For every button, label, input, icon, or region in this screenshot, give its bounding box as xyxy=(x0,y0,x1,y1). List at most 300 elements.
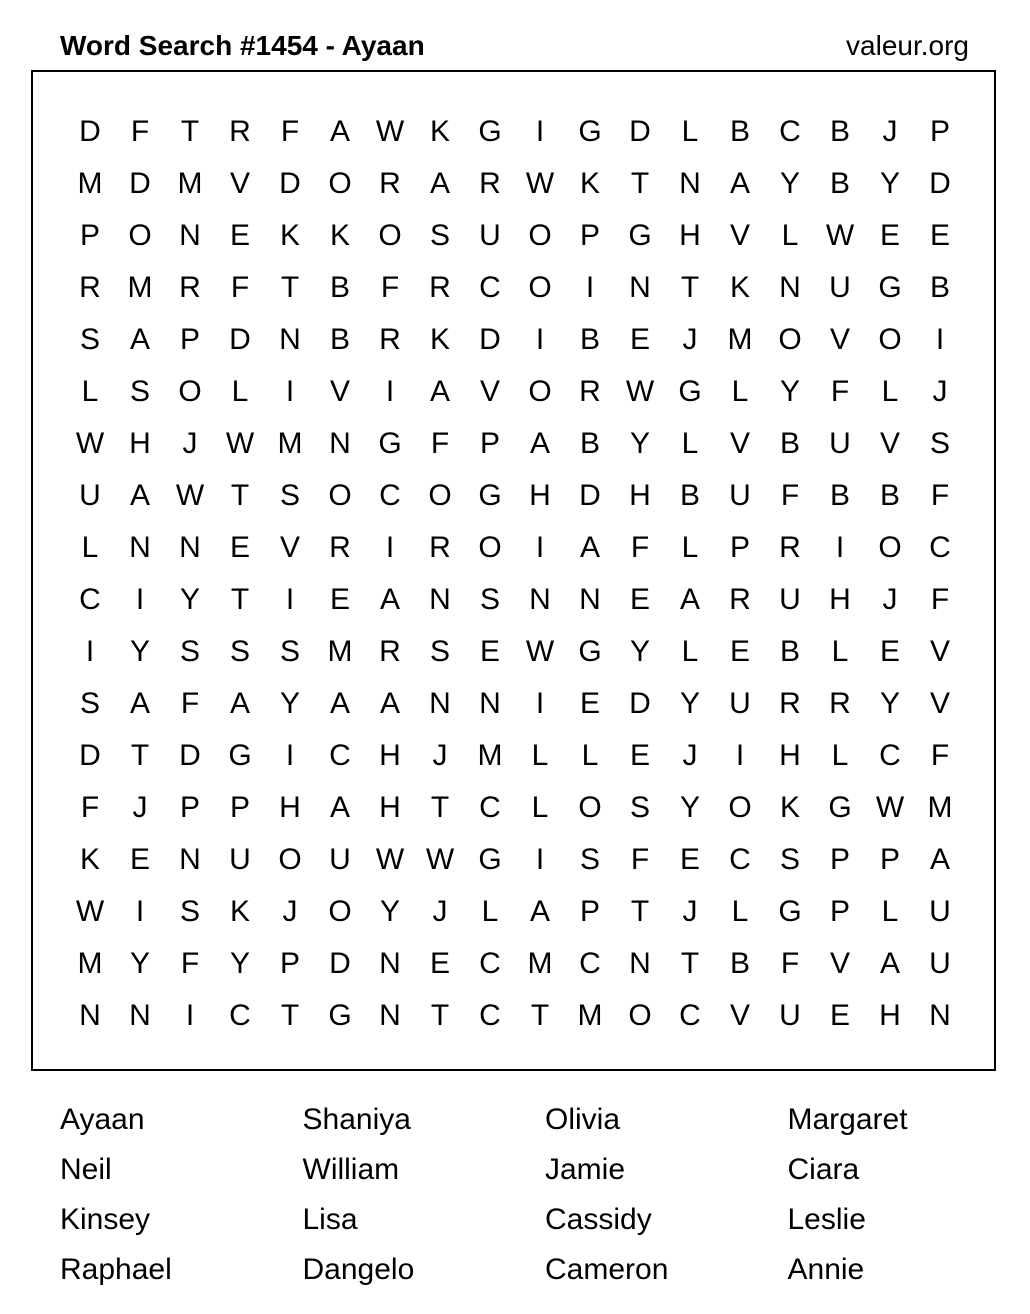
grid-letter[interactable]: G xyxy=(878,271,902,304)
grid-letter[interactable]: H xyxy=(529,479,551,512)
grid-letter[interactable]: A xyxy=(879,947,900,980)
grid-letter[interactable]: B xyxy=(779,427,800,460)
grid-letter[interactable]: I xyxy=(285,739,295,772)
grid-letter[interactable]: V xyxy=(929,635,950,668)
grid-letter[interactable]: F xyxy=(630,843,650,876)
grid-letter[interactable]: L xyxy=(681,635,699,668)
grid-letter[interactable]: R xyxy=(79,271,101,304)
grid-letter[interactable]: O xyxy=(328,479,352,512)
grid-letter[interactable]: D xyxy=(579,479,601,512)
grid-letter[interactable]: P xyxy=(179,791,200,824)
grid-letter[interactable]: I xyxy=(535,115,545,148)
grid-letter[interactable]: E xyxy=(929,219,950,252)
grid-letter[interactable]: R xyxy=(779,687,801,720)
grid-letter[interactable]: W xyxy=(175,479,205,512)
grid-letter[interactable]: P xyxy=(229,791,250,824)
grid-letter[interactable]: C xyxy=(579,947,601,980)
grid-letter[interactable]: S xyxy=(929,427,950,460)
grid-letter[interactable]: T xyxy=(530,999,550,1032)
grid-letter[interactable]: P xyxy=(279,947,300,980)
grid-letter[interactable]: I xyxy=(535,323,545,356)
grid-letter[interactable]: O xyxy=(728,791,752,824)
grid-letter[interactable]: J xyxy=(432,739,448,772)
grid-letter[interactable]: U xyxy=(929,895,951,928)
grid-letter[interactable]: D xyxy=(479,323,501,356)
grid-letter[interactable]: O xyxy=(478,531,502,564)
grid-letter[interactable]: S xyxy=(279,479,300,512)
grid-letter[interactable]: I xyxy=(135,583,145,616)
grid-letter[interactable]: G xyxy=(228,739,252,772)
grid-letter[interactable]: B xyxy=(829,479,850,512)
grid-letter[interactable]: D xyxy=(629,687,651,720)
grid-letter[interactable]: B xyxy=(779,635,800,668)
grid-letter[interactable]: O xyxy=(878,323,902,356)
grid-letter[interactable]: F xyxy=(630,531,650,564)
grid-letter[interactable]: G xyxy=(828,791,852,824)
grid-letter[interactable]: H xyxy=(629,479,651,512)
grid-letter[interactable]: N xyxy=(629,947,651,980)
grid-letter[interactable]: Y xyxy=(779,167,800,200)
grid-letter[interactable]: G xyxy=(478,843,502,876)
grid-letter[interactable]: S xyxy=(229,635,250,668)
grid-letter[interactable]: P xyxy=(579,219,600,252)
grid-letter[interactable]: N xyxy=(179,843,201,876)
grid-letter[interactable]: D xyxy=(229,323,251,356)
grid-letter[interactable]: D xyxy=(629,115,651,148)
grid-letter[interactable]: O xyxy=(528,271,552,304)
grid-letter[interactable]: W xyxy=(525,167,555,200)
grid-letter[interactable]: F xyxy=(930,739,950,772)
grid-letter[interactable]: C xyxy=(729,843,751,876)
grid-letter[interactable]: A xyxy=(429,375,450,408)
grid-letter[interactable]: T xyxy=(680,947,700,980)
grid-letter[interactable]: S xyxy=(429,219,450,252)
grid-letter[interactable]: U xyxy=(779,583,801,616)
grid-letter[interactable]: I xyxy=(535,531,545,564)
grid-letter[interactable]: J xyxy=(132,791,148,824)
grid-letter[interactable]: A xyxy=(379,687,400,720)
grid-letter[interactable]: H xyxy=(279,791,301,824)
grid-letter[interactable]: L xyxy=(581,739,599,772)
grid-letter[interactable]: W xyxy=(375,115,405,148)
grid-letter[interactable]: I xyxy=(385,375,395,408)
grid-letter[interactable]: U xyxy=(729,687,751,720)
grid-letter[interactable]: H xyxy=(129,427,151,460)
grid-letter[interactable]: P xyxy=(829,895,850,928)
grid-letter[interactable]: O xyxy=(628,999,652,1032)
grid-letter[interactable]: P xyxy=(879,843,900,876)
grid-letter[interactable]: M xyxy=(77,167,103,200)
grid-letter[interactable]: C xyxy=(679,999,701,1032)
grid-letter[interactable]: B xyxy=(929,271,950,304)
grid-letter[interactable]: R xyxy=(729,583,751,616)
grid-letter[interactable]: S xyxy=(129,375,150,408)
grid-letter[interactable]: Y xyxy=(679,687,700,720)
grid-letter[interactable]: T xyxy=(180,115,200,148)
grid-letter[interactable]: E xyxy=(329,583,350,616)
grid-letter[interactable]: I xyxy=(85,635,95,668)
grid-letter[interactable]: R xyxy=(329,531,351,564)
grid-letter[interactable]: K xyxy=(329,219,350,252)
grid-letter[interactable]: K xyxy=(279,219,300,252)
grid-letter[interactable]: L xyxy=(681,427,699,460)
grid-letter[interactable]: J xyxy=(282,895,298,928)
grid-letter[interactable]: F xyxy=(230,271,250,304)
grid-letter[interactable]: A xyxy=(329,687,350,720)
grid-letter[interactable]: M xyxy=(277,427,303,460)
grid-letter[interactable]: F xyxy=(780,947,800,980)
grid-letter[interactable]: K xyxy=(729,271,750,304)
grid-letter[interactable]: Y xyxy=(129,947,150,980)
grid-letter[interactable]: D xyxy=(129,167,151,200)
grid-letter[interactable]: A xyxy=(929,843,950,876)
grid-letter[interactable]: O xyxy=(578,791,602,824)
grid-letter[interactable]: A xyxy=(229,687,250,720)
grid-letter[interactable]: W xyxy=(525,635,555,668)
grid-letter[interactable]: R xyxy=(579,375,601,408)
grid-letter[interactable]: G xyxy=(628,219,652,252)
grid-letter[interactable]: Y xyxy=(229,947,250,980)
grid-letter[interactable]: N xyxy=(129,531,151,564)
grid-letter[interactable]: O xyxy=(778,323,802,356)
grid-letter[interactable]: T xyxy=(430,791,450,824)
grid-letter[interactable]: D xyxy=(929,167,951,200)
grid-letter[interactable]: E xyxy=(479,635,500,668)
grid-letter[interactable]: O xyxy=(428,479,452,512)
grid-letter[interactable]: U xyxy=(829,271,851,304)
grid-letter[interactable]: O xyxy=(278,843,302,876)
grid-letter[interactable]: M xyxy=(77,947,103,980)
grid-letter[interactable]: N xyxy=(79,999,101,1032)
grid-letter[interactable]: N xyxy=(779,271,801,304)
grid-letter[interactable]: L xyxy=(231,375,249,408)
grid-letter[interactable]: O xyxy=(328,167,352,200)
grid-letter[interactable]: F xyxy=(380,271,400,304)
grid-letter[interactable]: M xyxy=(127,271,153,304)
grid-letter[interactable]: W xyxy=(225,427,255,460)
grid-letter[interactable]: A xyxy=(129,687,150,720)
grid-letter[interactable]: P xyxy=(579,895,600,928)
grid-letter[interactable]: Y xyxy=(879,687,900,720)
grid-letter[interactable]: L xyxy=(831,635,849,668)
grid-letter[interactable]: R xyxy=(479,167,501,200)
grid-letter[interactable]: N xyxy=(429,583,451,616)
grid-letter[interactable]: K xyxy=(229,895,250,928)
grid-letter[interactable]: D xyxy=(279,167,301,200)
grid-letter[interactable]: M xyxy=(527,947,553,980)
grid-letter[interactable]: L xyxy=(531,791,549,824)
grid-letter[interactable]: C xyxy=(329,739,351,772)
grid-letter[interactable]: L xyxy=(681,115,699,148)
grid-letter[interactable]: L xyxy=(881,375,899,408)
grid-letter[interactable]: I xyxy=(135,895,145,928)
grid-letter[interactable]: R xyxy=(379,323,401,356)
grid-letter[interactable]: I xyxy=(385,531,395,564)
grid-letter[interactable]: S xyxy=(779,843,800,876)
grid-letter[interactable]: H xyxy=(379,791,401,824)
grid-letter[interactable]: N xyxy=(679,167,701,200)
grid-letter[interactable]: K xyxy=(429,323,450,356)
grid-letter[interactable]: E xyxy=(629,323,650,356)
grid-letter[interactable]: A xyxy=(579,531,600,564)
grid-letter[interactable]: G xyxy=(778,895,802,928)
grid-letter[interactable]: M xyxy=(727,323,753,356)
grid-letter[interactable]: D xyxy=(79,739,101,772)
grid-letter[interactable]: Y xyxy=(129,635,150,668)
grid-letter[interactable]: T xyxy=(430,999,450,1032)
grid-letter[interactable]: J xyxy=(682,895,698,928)
grid-letter[interactable]: E xyxy=(579,687,600,720)
grid-letter[interactable]: E xyxy=(229,531,250,564)
grid-letter[interactable]: Y xyxy=(629,427,650,460)
grid-letter[interactable]: V xyxy=(229,167,250,200)
grid-letter[interactable]: N xyxy=(279,323,301,356)
grid-letter[interactable]: A xyxy=(679,583,700,616)
grid-letter[interactable]: A xyxy=(129,323,150,356)
grid-letter[interactable]: V xyxy=(829,947,850,980)
grid-letter[interactable]: B xyxy=(329,323,350,356)
grid-letter[interactable]: T xyxy=(630,895,650,928)
grid-letter[interactable]: U xyxy=(829,427,851,460)
grid-letter[interactable]: T xyxy=(130,739,150,772)
grid-letter[interactable]: A xyxy=(729,167,750,200)
grid-letter[interactable]: O xyxy=(528,219,552,252)
grid-letter[interactable]: S xyxy=(79,323,100,356)
grid-letter[interactable]: R xyxy=(829,687,851,720)
grid-letter[interactable]: E xyxy=(429,947,450,980)
grid-letter[interactable]: K xyxy=(779,791,800,824)
grid-letter[interactable]: S xyxy=(279,635,300,668)
grid-letter[interactable]: T xyxy=(230,479,250,512)
grid-letter[interactable]: N xyxy=(129,999,151,1032)
grid-letter[interactable]: H xyxy=(779,739,801,772)
grid-letter[interactable]: I xyxy=(185,999,195,1032)
grid-letter[interactable]: C xyxy=(229,999,251,1032)
grid-letter[interactable]: N xyxy=(929,999,951,1032)
grid-letter[interactable]: L xyxy=(731,895,749,928)
grid-letter[interactable]: F xyxy=(130,115,150,148)
grid-letter[interactable]: W xyxy=(375,843,405,876)
grid-letter[interactable]: U xyxy=(729,479,751,512)
grid-letter[interactable]: J xyxy=(682,323,698,356)
grid-letter[interactable]: O xyxy=(178,375,202,408)
grid-letter[interactable]: T xyxy=(280,999,300,1032)
grid-letter[interactable]: M xyxy=(577,999,603,1032)
grid-letter[interactable]: D xyxy=(79,115,101,148)
grid-letter[interactable]: S xyxy=(179,635,200,668)
grid-letter[interactable]: C xyxy=(479,947,501,980)
grid-letter[interactable]: E xyxy=(229,219,250,252)
grid-letter[interactable]: G xyxy=(478,479,502,512)
grid-letter[interactable]: Y xyxy=(279,687,300,720)
grid-letter[interactable]: E xyxy=(629,583,650,616)
grid-letter[interactable]: O xyxy=(878,531,902,564)
grid-letter[interactable]: S xyxy=(429,635,450,668)
grid-letter[interactable]: I xyxy=(835,531,845,564)
grid-letter[interactable]: O xyxy=(378,219,402,252)
grid-letter[interactable]: L xyxy=(681,531,699,564)
grid-letter[interactable]: Y xyxy=(629,635,650,668)
grid-letter[interactable]: V xyxy=(729,999,750,1032)
grid-letter[interactable]: S xyxy=(179,895,200,928)
grid-letter[interactable]: G xyxy=(328,999,352,1032)
grid-letter[interactable]: V xyxy=(829,323,850,356)
grid-letter[interactable]: F xyxy=(430,427,450,460)
grid-letter[interactable]: P xyxy=(179,323,200,356)
grid-letter[interactable]: E xyxy=(879,635,900,668)
grid-letter[interactable]: F xyxy=(180,687,200,720)
grid-letter[interactable]: A xyxy=(529,895,550,928)
grid-letter[interactable]: S xyxy=(479,583,500,616)
grid-letter[interactable]: T xyxy=(680,271,700,304)
grid-letter[interactable]: W xyxy=(425,843,455,876)
grid-letter[interactable]: R xyxy=(179,271,201,304)
grid-letter[interactable]: W xyxy=(75,895,105,928)
grid-letter[interactable]: I xyxy=(935,323,945,356)
grid-letter[interactable]: R xyxy=(229,115,251,148)
grid-letter[interactable]: R xyxy=(429,271,451,304)
grid-letter[interactable]: C xyxy=(479,791,501,824)
grid-letter[interactable]: F xyxy=(280,115,300,148)
grid-letter[interactable]: U xyxy=(929,947,951,980)
grid-letter[interactable]: P xyxy=(929,115,950,148)
grid-letter[interactable]: E xyxy=(879,219,900,252)
grid-letter[interactable]: P xyxy=(79,219,100,252)
grid-letter[interactable]: A xyxy=(379,583,400,616)
grid-letter[interactable]: B xyxy=(329,271,350,304)
grid-letter[interactable]: J xyxy=(932,375,948,408)
grid-letter[interactable]: P xyxy=(729,531,750,564)
grid-letter[interactable]: J xyxy=(882,115,898,148)
grid-letter[interactable]: F xyxy=(780,479,800,512)
grid-letter[interactable]: H xyxy=(829,583,851,616)
grid-letter[interactable]: U xyxy=(329,843,351,876)
grid-letter[interactable]: A xyxy=(429,167,450,200)
grid-letter[interactable]: P xyxy=(829,843,850,876)
grid-letter[interactable]: D xyxy=(329,947,351,980)
grid-letter[interactable]: O xyxy=(528,375,552,408)
grid-letter[interactable]: S xyxy=(629,791,650,824)
grid-letter[interactable]: R xyxy=(379,635,401,668)
grid-letter[interactable]: V xyxy=(729,219,750,252)
grid-letter[interactable]: T xyxy=(230,583,250,616)
grid-letter[interactable]: A xyxy=(529,427,550,460)
grid-letter[interactable]: B xyxy=(829,167,850,200)
grid-letter[interactable]: O xyxy=(328,895,352,928)
grid-letter[interactable]: W xyxy=(625,375,655,408)
grid-letter[interactable]: E xyxy=(129,843,150,876)
grid-letter[interactable]: O xyxy=(128,219,152,252)
grid-letter[interactable]: Y xyxy=(679,791,700,824)
grid-letter[interactable]: I xyxy=(285,583,295,616)
grid-letter[interactable]: S xyxy=(579,843,600,876)
grid-letter[interactable]: C xyxy=(929,531,951,564)
grid-letter[interactable]: R xyxy=(379,167,401,200)
grid-letter[interactable]: F xyxy=(930,583,950,616)
grid-letter[interactable]: J xyxy=(432,895,448,928)
grid-letter[interactable]: R xyxy=(779,531,801,564)
grid-letter[interactable]: G xyxy=(478,115,502,148)
grid-letter[interactable]: K xyxy=(579,167,600,200)
grid-letter[interactable]: U xyxy=(779,999,801,1032)
grid-letter[interactable]: W xyxy=(75,427,105,460)
grid-letter[interactable]: N xyxy=(329,427,351,460)
grid-letter[interactable]: S xyxy=(79,687,100,720)
grid-letter[interactable]: D xyxy=(179,739,201,772)
grid-letter[interactable]: M xyxy=(477,739,503,772)
grid-letter[interactable]: I xyxy=(285,375,295,408)
grid-letter[interactable]: A xyxy=(129,479,150,512)
grid-letter[interactable]: Y xyxy=(879,167,900,200)
grid-letter[interactable]: E xyxy=(629,739,650,772)
grid-letter[interactable]: U xyxy=(79,479,101,512)
grid-letter[interactable]: C xyxy=(79,583,101,616)
grid-letter[interactable]: C xyxy=(479,271,501,304)
grid-letter[interactable]: N xyxy=(629,271,651,304)
grid-letter[interactable]: L xyxy=(81,531,99,564)
grid-letter[interactable]: I xyxy=(535,687,545,720)
grid-letter[interactable]: G xyxy=(578,115,602,148)
grid-letter[interactable]: R xyxy=(429,531,451,564)
grid-letter[interactable]: N xyxy=(529,583,551,616)
grid-letter[interactable]: E xyxy=(679,843,700,876)
grid-letter[interactable]: M xyxy=(927,791,953,824)
grid-letter[interactable]: U xyxy=(479,219,501,252)
grid-letter[interactable]: J xyxy=(182,427,198,460)
grid-letter[interactable]: C xyxy=(479,999,501,1032)
grid-letter[interactable]: L xyxy=(731,375,749,408)
grid-letter[interactable]: B xyxy=(729,947,750,980)
grid-letter[interactable]: L xyxy=(81,375,99,408)
grid-letter[interactable]: B xyxy=(579,323,600,356)
grid-letter[interactable]: N xyxy=(479,687,501,720)
grid-letter[interactable]: M xyxy=(327,635,353,668)
grid-letter[interactable]: V xyxy=(729,427,750,460)
grid-letter[interactable]: I xyxy=(585,271,595,304)
grid-letter[interactable]: L xyxy=(481,895,499,928)
grid-letter[interactable]: J xyxy=(682,739,698,772)
grid-letter[interactable]: I xyxy=(535,843,545,876)
grid-letter[interactable]: W xyxy=(825,219,855,252)
grid-letter[interactable]: G xyxy=(378,427,402,460)
grid-letter[interactable]: M xyxy=(177,167,203,200)
grid-letter[interactable]: H xyxy=(679,219,701,252)
grid-letter[interactable]: N xyxy=(179,219,201,252)
grid-letter[interactable]: V xyxy=(279,531,300,564)
grid-letter[interactable]: C xyxy=(379,479,401,512)
grid-letter[interactable]: L xyxy=(831,739,849,772)
grid-letter[interactable]: H xyxy=(379,739,401,772)
grid-letter[interactable]: N xyxy=(179,531,201,564)
grid-letter[interactable]: U xyxy=(229,843,251,876)
grid-letter[interactable]: C xyxy=(879,739,901,772)
grid-letter[interactable]: A xyxy=(329,115,350,148)
grid-letter[interactable]: E xyxy=(829,999,850,1032)
grid-letter[interactable]: V xyxy=(929,687,950,720)
grid-letter[interactable]: V xyxy=(879,427,900,460)
grid-letter[interactable]: L xyxy=(881,895,899,928)
grid-letter[interactable]: T xyxy=(280,271,300,304)
grid-letter[interactable]: K xyxy=(429,115,450,148)
grid-letter[interactable]: B xyxy=(679,479,700,512)
grid-letter[interactable]: P xyxy=(479,427,500,460)
grid-letter[interactable]: N xyxy=(379,999,401,1032)
grid-letter[interactable]: Y xyxy=(779,375,800,408)
grid-letter[interactable]: F xyxy=(830,375,850,408)
grid-letter[interactable]: G xyxy=(578,635,602,668)
grid-letter[interactable]: W xyxy=(875,791,905,824)
grid-letter[interactable]: F xyxy=(930,479,950,512)
